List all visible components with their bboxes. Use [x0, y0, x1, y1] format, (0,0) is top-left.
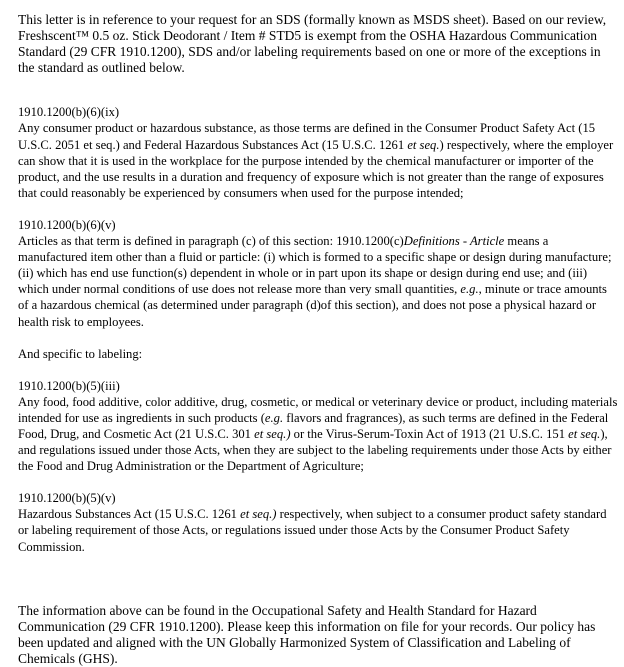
section-text: Hazardous Substances Act (15 U.S.C. 1261 — [18, 507, 241, 522]
italic-text: e.g. — [264, 410, 284, 425]
italic-text: et seq.) — [240, 507, 277, 522]
footer-paragraph: The information above can be found in the Occupational Safety and Health Standard for Hazard Communication (29 CFR 1910.1200). Please keep this information on file for your records. Our policy has been updated and aligned with the UN Globally Harmonized System of Classification and Labeling of Chemicals (GHS). — [18, 602, 596, 666]
letter-body — [18, 12, 618, 667]
section-ref: 1910.1200(b)(5)(v) — [18, 491, 116, 506]
section-text: ) respectively, where the employer can show that it is used in the workplace for the purpose intended by the chemical manufacturer or importer of the product, and the use results in a duration and frequency of exposure which is not greater than the range of exposures that could reasonably be experienced by consumers when used for the purpose intended; — [18, 137, 614, 200]
section-b6ix — [18, 104, 618, 201]
section-text: ), and regulations issued under those Acts, when they are subject to the labeling requirements under those Acts by either the Food and Drug Administration or the Department of Agriculture; — [18, 426, 612, 474]
section-text: means a manufactured item other than a fluid or particle: (i) which is formed to a specific shape or design during manufacture; (ii) which has end use function(s) dependent in whole or in part upon its shape or design during end use; and (iii) which under normal conditions of use does not release more than very small quantities, — [18, 234, 612, 297]
spacer — [18, 76, 618, 104]
section-b5iii — [18, 378, 618, 475]
section-text: flavors and fragrances), as such terms are defined in the Federal Food, Drug, and Cosmetic Act (21 U.S.C. 301 — [18, 410, 609, 441]
section-text: Any consumer product or hazardous substance, as those terms are defined in the Consumer Product Safety Act (15 U.S.C. 2051 et seq.) and Federal Hazardous Substances Act (15 U.S.C. 1261 — [18, 121, 596, 152]
spacer — [18, 362, 618, 378]
intro-paragraph: This letter is in reference to your request for an SDS (formally known as MSDS sheet). Based on our review, Freshscent™ 0.5 oz. Stick Deodorant / Item # STD5 is exempt from the OSHA Hazardous Communication Standard (29 CFR 1910.1200), SDS and/or labeling requirements based on one or more of the exceptions in the standard as outlined below. — [18, 12, 607, 76]
section-b5v — [18, 490, 618, 554]
section-text: , minute or trace amounts of a hazardous chemical (as determined under paragraph (d)of this section), and does not pose a physical hazard or health risk to employees. — [18, 282, 607, 329]
section-ref: 1910.1200(b)(5)(iii) — [18, 378, 120, 393]
section-b6v — [18, 217, 618, 330]
section-text: or the Virus-Serum-Toxin Act of 1913 (21 U.S.C. 151 — [290, 426, 569, 441]
section-ref: 1910.1200(b)(6)(ix) — [18, 105, 120, 120]
italic-text: Definitions - Article — [403, 234, 505, 249]
section-text: Articles as that term is defined in paragraph (c) of this section: 1910.1200(c) — [18, 234, 404, 249]
italic-text: e.g. — [460, 282, 479, 297]
italic-text: et seq.) — [254, 426, 291, 441]
spacer — [18, 555, 618, 603]
spacer — [18, 201, 618, 217]
spacer — [18, 330, 618, 346]
italic-text: et seq. — [568, 426, 601, 441]
section-ref: 1910.1200(b)(6)(v) — [18, 217, 116, 232]
section-text: respectively, when subject to a consumer product safety standard or labeling requirement of those Acts, or regulations issued under those Acts by the Consumer Product Safety Commission. — [18, 507, 607, 554]
italic-text: et seq. — [407, 137, 440, 152]
section-text: Any food, food additive, color additive, drug, cosmetic, or medical or veterinary device or product, including materials intended for use as ingredients in such products ( — [18, 394, 618, 425]
spacer — [18, 474, 618, 490]
labeling-heading: And specific to labeling: — [18, 346, 143, 361]
